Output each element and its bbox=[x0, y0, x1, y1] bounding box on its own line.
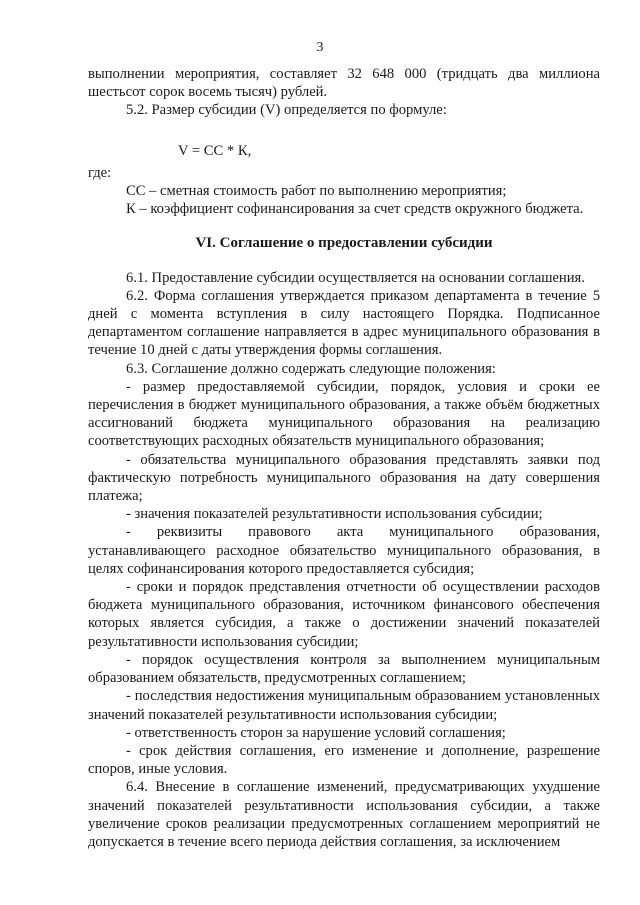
page-number: 3 bbox=[316, 40, 324, 55]
list-item: - реквизиты правового акта муниципального образования, устанавливающего расходное обязательство муниципального образования, в целях софинансирования которого предоставляется субсидия; bbox=[88, 524, 600, 577]
list-item: - сроки и порядок представления отчетности об осуществлении расходов бюджета муниципального образования, источником финансового обеспечения которых является субсидия, а также о достижении значений показателей результативности использования субсидии; bbox=[88, 579, 600, 650]
list-item: - срок действия соглашения, его изменение и дополнение, разрешение споров, иные условия. bbox=[88, 742, 600, 778]
paragraph-6-1: 6.1. Предоставление субсидии осуществляется на основании соглашения. bbox=[126, 269, 585, 286]
paragraph-6-2: 6.2. Форма соглашения утверждается приказом департамента в течение 5 дней с момента вступления в силу настоящего Порядка. Подписанное департаментом соглашение направляется в адрес муниципального образования в течение 10 дней с даты утверждения формы соглашения. bbox=[88, 287, 600, 359]
formula: V = СС * К, bbox=[178, 142, 252, 159]
document-body bbox=[88, 65, 600, 851]
formula-definition-k: К – коэффициент софинансирования за счет средств окружного бюджета. bbox=[126, 201, 584, 218]
section-heading: VI. Соглашение о предоставлении субсидии bbox=[195, 235, 493, 252]
formula-where: где: bbox=[88, 164, 112, 181]
list-item: - последствия недостижения муниципальным образованием установленных значений показателей результативности использования субсидии; bbox=[88, 688, 600, 723]
paragraph-6-3: 6.3. Соглашение должно содержать следующие положения: bbox=[126, 360, 496, 377]
list-item: - ответственность сторон за нарушение условий соглашения; bbox=[126, 724, 506, 741]
list-item: - порядок осуществления контроля за выполнением муниципальным образованием обязательств, предусмотренных соглашением; bbox=[88, 651, 600, 687]
paragraph-5-2: 5.2. Размер субсидии (V) определяется по формуле: bbox=[126, 102, 447, 119]
list-item: - значения показателей результативности использования субсидии; bbox=[126, 506, 543, 523]
paragraph-6-4: 6.4. Внесение в соглашение изменений, предусматривающих ухудшение значений показателей результативности использования субсидии, а также увеличение сроков реализации предусмотренных соглашением мероприятий не допускается в течение всего периода действия соглашения, за исключением bbox=[88, 779, 600, 850]
paragraph-continuation: выполнении мероприятия, составляет 32 648 000 (тридцать два миллиона шестьсот сорок восемь тысяч) рублей. bbox=[88, 66, 600, 101]
list-item: - обязательства муниципального образования представлять заявки под фактическую потребность муниципального образования на дату совершения платежа; bbox=[88, 451, 600, 505]
list-item: - размер предоставляемой субсидии, порядок, условия и сроки ее перечисления в бюджет муниципального образования, а также объём бюджетных ассигнований бюджета муниципального образования на реализацию соответствующих расходных обязательств муниципального образования; bbox=[88, 378, 600, 450]
formula-definition-cc: СС – сметная стоимость работ по выполнению мероприятия; bbox=[126, 183, 507, 200]
